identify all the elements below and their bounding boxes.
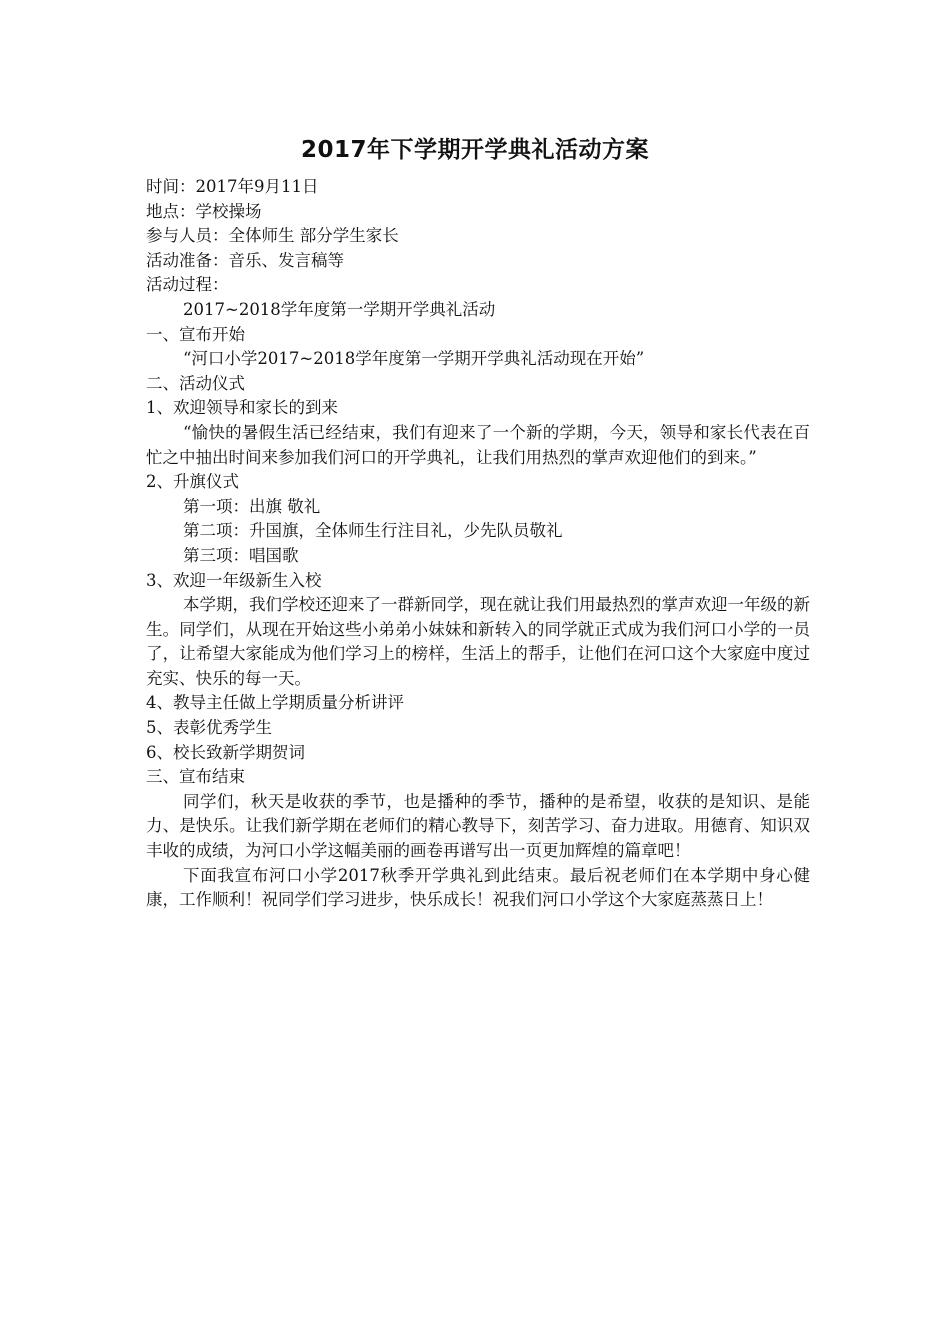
process-label: 活动过程： <box>146 275 229 295</box>
item-heading: 5、表彰优秀学生 <box>146 718 272 738</box>
flag-step: 第三项：唱国歌 <box>183 545 299 565</box>
item-heading: 3、欢迎一年级新生入校 <box>146 570 322 590</box>
preparation-line: 活动准备：音乐、发言稿等 <box>146 250 344 270</box>
participants-line: 参与人员：全体师生 部分学生家长 <box>146 226 399 246</box>
new-students-speech: 本学期，我们学校还迎来了一群新同学，现在就让我们用最热烈的掌声欢迎一年级的新生。同学们，从现在开始这些小弟弟小妹妹和新转入的同学就正式成为我们河口小学的一员了，让希望大家能成为他们学习上的榜样，生活上的帮手，让他们在河口这个大家庭中度过充实、快乐的每一天。 <box>146 595 810 688</box>
item-heading: 6、校长致新学期贺词 <box>146 742 305 762</box>
document-title: 2017年下学期开学典礼活动方案 <box>300 137 649 163</box>
closing-paragraph: 同学们，秋天是收获的季节，也是播种的季节，播种的是希望，收获的是知识、是能力、是快乐。让我们新学期在老师们的精心教导下，刻苦学习、奋力进取。用德育、知识双丰收的成绩，为河口小学这幅美丽的画卷再谱写出一页更加辉煌的篇章吧！ <box>146 791 810 861</box>
item-heading: 4、教导主任做上学期质量分析讲评 <box>146 693 404 713</box>
closing-paragraph: 下面我宣布河口小学2017秋季开学典礼到此结束。最后祝老师们在本学期中身心健康，工作顺利！祝同学们学习进步，快乐成长！祝我们河口小学这个大家庭蒸蒸日上！ <box>146 865 810 910</box>
item-heading: 1、欢迎领导和家长的到来 <box>146 398 338 418</box>
document-body <box>146 175 810 913</box>
section-heading: 一、宣布开始 <box>146 324 245 344</box>
time-line: 时间：2017年9月11日 <box>146 177 319 196</box>
section-heading: 三、宣布结束 <box>146 767 245 787</box>
welcome-speech: “愉快的暑假生活已经结束，我们有迎来了一个新的学期，今天，领导和家长代表在百忙之中抽出时间来参加我们河口的开学典礼，让我们用热烈的掌声欢迎他们的到来。” <box>146 422 810 467</box>
opening-quote: “河口小学2017~2018学年度第一学期开学典礼活动现在开始” <box>183 349 645 369</box>
activity-name: 2017~2018学年度第一学期开学典礼活动 <box>183 299 496 319</box>
item-heading: 2、升旗仪式 <box>146 472 239 492</box>
section-heading: 二、活动仪式 <box>146 373 245 393</box>
flag-step: 第一项：出旗 敬礼 <box>183 496 321 516</box>
flag-step: 第二项：升国旗，全体师生行注目礼，少先队员敬礼 <box>183 521 563 541</box>
place-line: 地点：学校操场 <box>146 201 262 221</box>
